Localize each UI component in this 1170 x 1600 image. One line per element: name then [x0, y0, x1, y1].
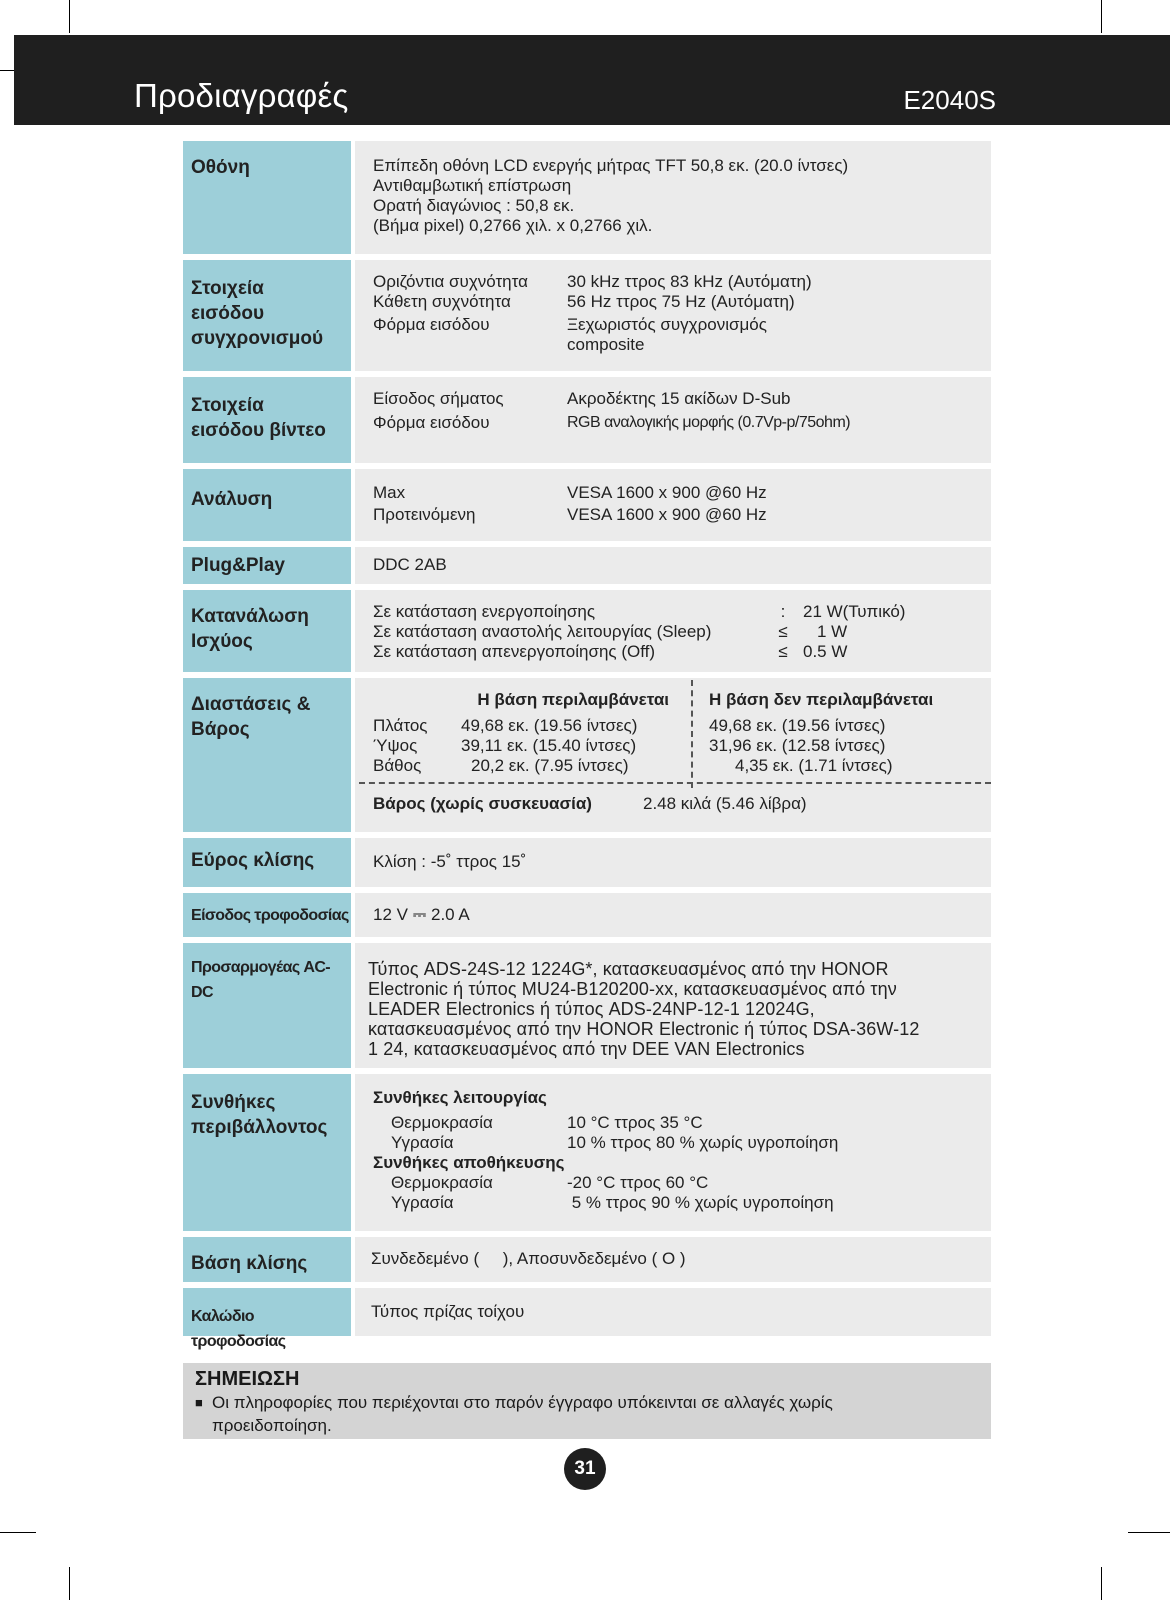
note-text: προειδοποίηση.: [212, 1416, 332, 1435]
spec-row-environment: [183, 1074, 991, 1231]
header-bar: [14, 35, 1170, 125]
spec-value: Σε κατάσταση ενεργοποίησης : 21 W(Τυπικό) Σε κατάσταση αναστολής λειτουργίας (Sleep) ≤ 1 W Σε κατάσταση απενεργοποίησης (Off) ≤ 0.5 W: [355, 590, 991, 672]
spec-value: [355, 141, 991, 254]
spec-label: Εύρος κλίσης: [183, 838, 351, 887]
crop-mark: [1128, 1532, 1170, 1533]
note-box: [183, 1363, 991, 1439]
spec-line: 1 24, κατασκευασμένος από την DEE VAN Electronics: [368, 1039, 805, 1059]
weight-value: 2.48 κιλά (5.46 λίβρα): [643, 794, 807, 813]
spec-line: (Βήμα pixel) 0,2766 χιλ. x 0,2766 χιλ.: [373, 216, 653, 235]
spec-value: Max VESA 1600 x 900 @60 Hz Προτεινόμενη VESA 1600 x 900 @60 Hz: [355, 469, 991, 541]
page-number: 31: [564, 1448, 606, 1490]
spec-label: Οθόνη: [183, 141, 351, 254]
spec-label: Στοιχεία εισόδου βίντεο: [183, 377, 351, 463]
spec-line: Επίπεδη οθόνη LCD ενεργής μήτρας TFT 50,8 εκ. (20.0 ίντσες): [373, 156, 849, 175]
note-title: ΣΗΜΕΙΩΣΗ: [195, 1368, 300, 1390]
spec-row-display: [183, 141, 991, 254]
spec-row-sync: [183, 260, 991, 371]
dimension-row: Πλάτος 49,68 εκ. (19.56 ίντσες) 49,68 εκ. (19.56 ίντσες): [373, 716, 886, 735]
spec-row-dimensions: [183, 678, 991, 832]
spec-row-power: [183, 590, 991, 672]
note-text: Οι πληροφορίες που περιέχονται στο παρόν έγγραφο υπόκεινται σε αλλαγές χωρίς: [212, 1393, 833, 1412]
weight-label: Βάρος (χωρίς συσκευασία): [373, 794, 592, 813]
spec-line: Ορατή διαγώνιος : 50,8 εκ.: [373, 196, 575, 215]
spec-value: Οριζόντια συχνότητα 30 kHz ττρος 83 kHz (Αυτόματη) Κάθετη συχνότητα 56 Hz ττρος 75 Hz (Αυτόματη) Φόρμα εισόδου Ξεχωριστός συγχρονισμός composite: [355, 260, 991, 371]
dimension-row: Ύψος 39,11 εκ. (15.40 ίντσες) 31,96 εκ. (12.58 ίντσες): [373, 736, 886, 755]
spec-row-video: [183, 377, 991, 463]
spec-line: Αντιθαμβωτική επίστρωση: [373, 176, 572, 195]
crop-mark: [69, 0, 70, 33]
bullet-icon: ■: [195, 1395, 203, 1410]
spec-value: Κλίση : -5˚ ττρος 15˚: [355, 838, 991, 887]
spec-line: LEADER Electronics ή τύπος ADS-24NP-12-1 12024G,: [368, 999, 815, 1019]
spec-row-tilt: [183, 838, 991, 887]
column-header: Η βάση δεν περιλαμβάνεται: [709, 690, 934, 709]
spec-line: Τύπος ADS-24S-12 1224G*, κατασκευασμένος από την HONOR: [368, 959, 889, 979]
spec-value: 12 V ⎓ 2.0 A: [355, 893, 991, 937]
spec-row-resolution: [183, 469, 991, 541]
spec-row-cord: [183, 1288, 991, 1350]
crop-mark: [0, 1532, 36, 1533]
spec-label: Βάση κλίσης: [183, 1237, 351, 1282]
model-name: E2040S: [903, 85, 996, 115]
spec-value: Είσοδος σήματος Ακροδέκτης 15 ακίδων D-Sub Φόρμα εισόδου RGB αναλογικής μορφής (0.7Vp-p/75ohm): [355, 377, 991, 463]
spec-label: Στοιχεία εισόδου συγχρονισμού: [183, 260, 351, 371]
spec-value: Τύπος πρίζας τοίχου: [355, 1288, 991, 1336]
crop-mark: [69, 1567, 70, 1600]
spec-label: Κατανάλωση Ισχύος: [183, 590, 351, 672]
section-heading: Συνθήκες αποθήκευσης: [373, 1153, 565, 1172]
crop-mark: [1101, 1567, 1102, 1600]
column-header: Η βάση περιλαμβάνεται: [477, 690, 669, 709]
spec-label: Είσοδος τροφοδοσίας: [183, 893, 351, 937]
spec-row-stand: [183, 1237, 991, 1282]
spec-value: Συνδεδεμένο ( ), Αποσυνδεδεμένο ( O ): [355, 1237, 991, 1282]
spec-line: κατασκευασμένος από την HONOR Electronic ή τύπος DSA-36W-12: [368, 1019, 920, 1039]
spec-row-power-input: [183, 893, 991, 937]
spec-value: DDC 2AB: [355, 547, 991, 584]
spec-table: [183, 141, 991, 1350]
section-heading: Συνθήκες λειτουργίας: [373, 1088, 547, 1107]
spec-value: [355, 678, 991, 832]
spec-line: Electronic ή τύπος MU24-B120200-xx, κατασκευασμένος από την: [368, 979, 897, 999]
dimension-row: Βάθος 20,2 εκ. (7.95 ίντσες) 4,35 εκ. (1.71 ίντσες): [373, 756, 893, 775]
spec-label: Καλώδιο τροφοδοσίας: [183, 1288, 351, 1336]
spec-value: Συνθήκες λειτουργίας Θερμοκρασία 10 °C ττρος 35 °C Υγρασία 10 % ττρος 80 % χωρίς υγροποίηση Συνθήκες αποθήκευσης Θερμοκρασία -20 °C ττρος 60 °C Υγρασία 5 % ττρος 90 % χωρίς υγροποίηση: [355, 1074, 991, 1231]
spec-label: Ανάλυση: [183, 469, 351, 541]
page-title: Προδιαγραφές: [134, 77, 349, 114]
dashed-separator: [691, 680, 693, 788]
spec-label: Διαστάσεις & Βάρος: [183, 678, 351, 832]
spec-row-plugplay: [183, 547, 991, 584]
crop-mark: [1101, 0, 1102, 33]
spec-value: [355, 943, 991, 1068]
spec-label: Plug&Play: [183, 547, 351, 584]
spec-label: Προσαρμογέας AC-DC: [183, 943, 351, 1068]
spec-row-adapter: [183, 943, 991, 1068]
spec-label: Συνθήκες περιβάλλοντος: [183, 1074, 351, 1231]
